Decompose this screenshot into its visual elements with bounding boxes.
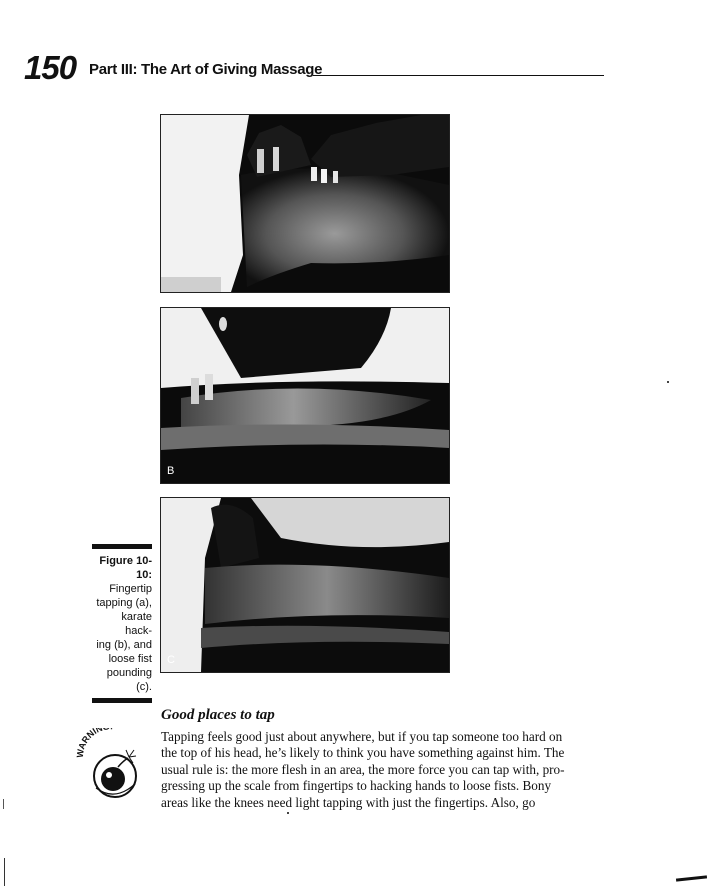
corner-mark bbox=[676, 875, 707, 881]
scan-speck bbox=[287, 812, 289, 814]
body-text bbox=[161, 729, 621, 811]
margin-mark bbox=[4, 858, 5, 886]
caption-rule-bottom bbox=[92, 698, 152, 703]
photo-label-b: B bbox=[167, 465, 175, 477]
caption-line: pounding (c). bbox=[106, 667, 152, 693]
body-line: gressing up the scale from fingertips to hacking hands to loose fists. Bony bbox=[161, 778, 552, 794]
photo-label-c: C bbox=[167, 654, 175, 666]
caption-line: ing (b), and bbox=[96, 639, 152, 651]
warning-icon-text: WARNIN bbox=[74, 728, 104, 759]
page-number: 150 bbox=[24, 49, 77, 86]
page-header bbox=[24, 50, 604, 86]
body-line: usual rule is: the more flesh in an area, the more force you can tap with, pro- bbox=[161, 761, 565, 777]
figure-photo-c bbox=[160, 497, 450, 673]
caption-rule-top bbox=[92, 544, 152, 549]
caption-line: loose fist bbox=[108, 653, 152, 665]
figure-photo-b bbox=[160, 307, 450, 484]
caption-line: karate hack- bbox=[121, 611, 152, 637]
photo-b-image bbox=[161, 308, 449, 483]
caption-line: Fingertip bbox=[109, 583, 152, 595]
header-rule bbox=[313, 75, 604, 76]
body-line: areas like the knees need light tapping with just the fingertips. Also, go bbox=[161, 794, 536, 810]
figure-caption bbox=[92, 544, 152, 703]
warning-icon bbox=[71, 728, 155, 802]
body-line: Tapping feels good just about anywhere, but if you tap someone too hard on bbox=[161, 729, 563, 744]
figure-photo-a bbox=[160, 114, 450, 293]
margin-mark bbox=[3, 799, 4, 809]
scan-speck bbox=[667, 381, 669, 383]
body-line: the top of his head, he’s likely to think you have something against him. The bbox=[161, 745, 565, 761]
running-head: Part III: The Art of Giving Massage bbox=[89, 61, 323, 78]
section-title: Good places to tap bbox=[161, 707, 275, 723]
svg-text:WARNING! bbox=[75, 728, 113, 758]
photo-c-image bbox=[161, 498, 449, 672]
figure-label: Figure 10-10: bbox=[99, 555, 152, 581]
photo-a-image bbox=[161, 115, 449, 292]
caption-line: tapping (a), bbox=[96, 597, 152, 609]
